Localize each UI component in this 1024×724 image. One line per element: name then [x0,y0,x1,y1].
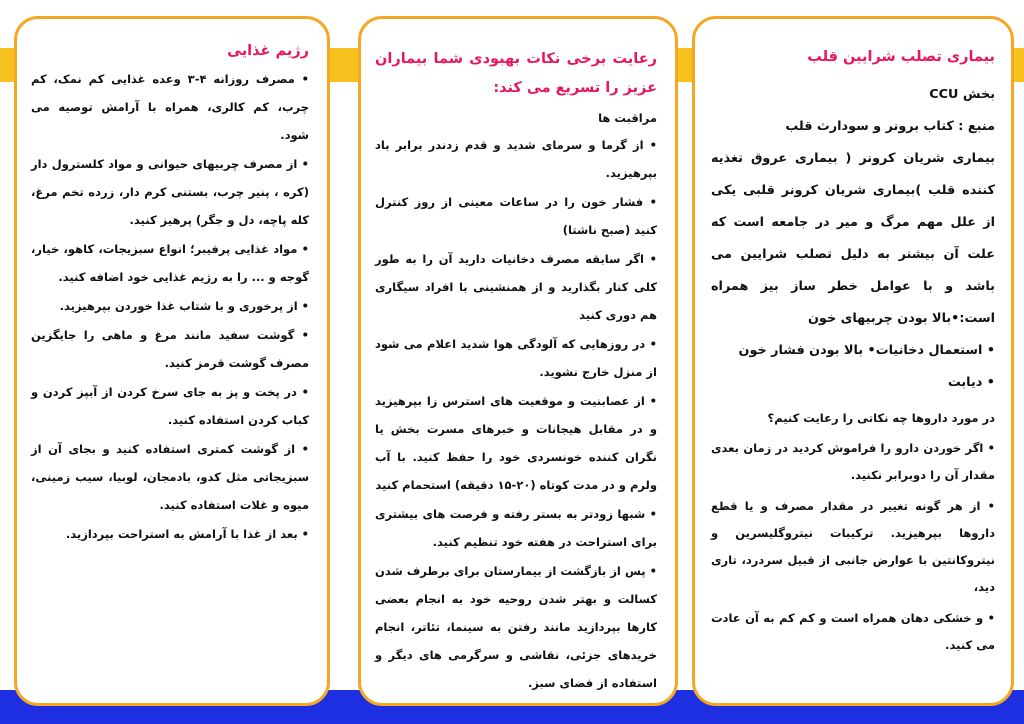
care-heading: مراقبت ها [598,111,657,125]
diet-item: • گوشت سفید مانند مرغ و ماهی را جایگزین مصرف گوشت قرمز کنید. [31,328,309,370]
tip-item: • شبها زودتر به بستر رفته و فرصت های بیشتری برای استراحت در هفته خود تنظیم کنید. [375,507,657,549]
source-line: منبع : کتاب برونر و سودارث قلب [785,119,995,134]
tip-item: • در روزهایی که آلودگی هوا شدید اعلام می شود از منزل خارج نشوید. [375,337,657,379]
disease-intro: بیماری شریان کرونر ( بیماری عروق تغذیه کننده قلب )بیماری شریان کرونر قلبی یکی از علل مهم مرگ و میر در جامعه است که علت آن بیشتر به دلیل تصلب شرایین می باشد و با عوامل خطر ساز بیز همراه است:•بالا بودن چربیهای خون [711,151,995,326]
diet-item: • مواد غذایی پرفیبر؛ انواع سبزیجات، کاهو، خیار، گوجه و ... را به رژیم غذایی خود اضافه کنید. [31,242,309,284]
tip-item: • اگر سابقه مصرف دخانیات دارید آن را به طور کلی کنار بگذارید و از همنشینی با افراد سیگاری هم دوری کنید [375,252,657,322]
tip-item: • از گرما و سرمای شدید و قدم زدندر برابر باد بپرهیزید. [375,138,657,180]
disease-title: بیماری تصلب شرایین قلب [807,49,995,65]
risk-factor-diabetes: • دیابت [947,375,995,390]
medication-item: • اگر خوردن دارو را فراموش کردید در زمان بعدی مقدار آن را دوبرابر نکنید. [711,441,995,482]
diet-item: • از مصرف چربیهای حیوانی و مواد کلسترول دار (کره ، پنیر چرب، بستنی کرم دار، زرده تخم مرغ، کله پاچه، دل و جگر) پرهیز کنید. [31,157,309,227]
tips-title: رعایت برخی نکات بهبودی شما بیماران عزیز را تسریع می کند: [375,51,657,96]
tips-panel [358,16,678,706]
risk-factor-line: • استعمال دخانیات• بالا بودن فشار خون [738,343,995,358]
medication-question: در مورد داروها چه نکاتی را رعایت کنیم؟ [767,411,995,425]
tip-item: • از عصابنیت و موقعیت های استرس زا بپرهیزید و در مقابل هیجانات و خبرهای مسرت بخش یا نگران کننده خونسردی خود را حفظ کنید. با آب ولرم و در مدت کوتاه (۲۰-۱۵ دقیقه) استحمام کنید [375,394,657,492]
diet-item: • از پرخوری و با شتاب غذا خوردن بپرهیزید. [59,299,309,313]
medication-item: • و خشکی دهان همراه است و کم کم به آن عادت می کنید. [711,611,995,652]
disease-panel [692,16,1014,706]
diet-item: • مصرف روزانه ۴-۳ وعده غذایی کم نمک، کم چرب، کم کالری، همراه با آرامش توصیه می شود. [31,72,310,142]
tip-item: • پس از بازگشت از بیمارستان برای برطرف شدن کسالت و بهتر شدن روحیه خود به انجام بعضی کارها بپردازید مانند رفتن به سینما، تئاتر، انجام خریدهای جزئی، نقاشی و سرگرمی های دیگر و استفاده از فضای سبز. [375,564,657,690]
diet-title: رژیم غذایی [227,43,309,59]
tip-item: • فشار خون را در ساعات معینی از روز کنترل کنید (صبح ناشتا) [375,195,657,237]
ward-label: بخش CCU [929,87,995,102]
medication-item: • از هر گونه تغییر در مقدار مصرف و یا قطع داروها بپرهیزید. ترکیبات نیتروگلیسرین و نیتروکانتین با عوارض جانبی از قبیل سردرد، تاری دید، [711,499,995,594]
diet-item: • بعد از غذا با آرامش به استراحت بپردازید. [65,527,309,541]
diet-item: • در پخت و پز به جای سرخ کردن از آبپز کردن و کباب کردن استفاده کنید. [31,385,309,427]
diet-panel [14,16,330,706]
diet-item: • از گوشت کمتری استفاده کنید و بجای آن از سبزیجاتی مثل کدو، بادمجان، لوبیا، سیب زمینی، میوه و غلات استفاده کنید. [31,442,309,512]
